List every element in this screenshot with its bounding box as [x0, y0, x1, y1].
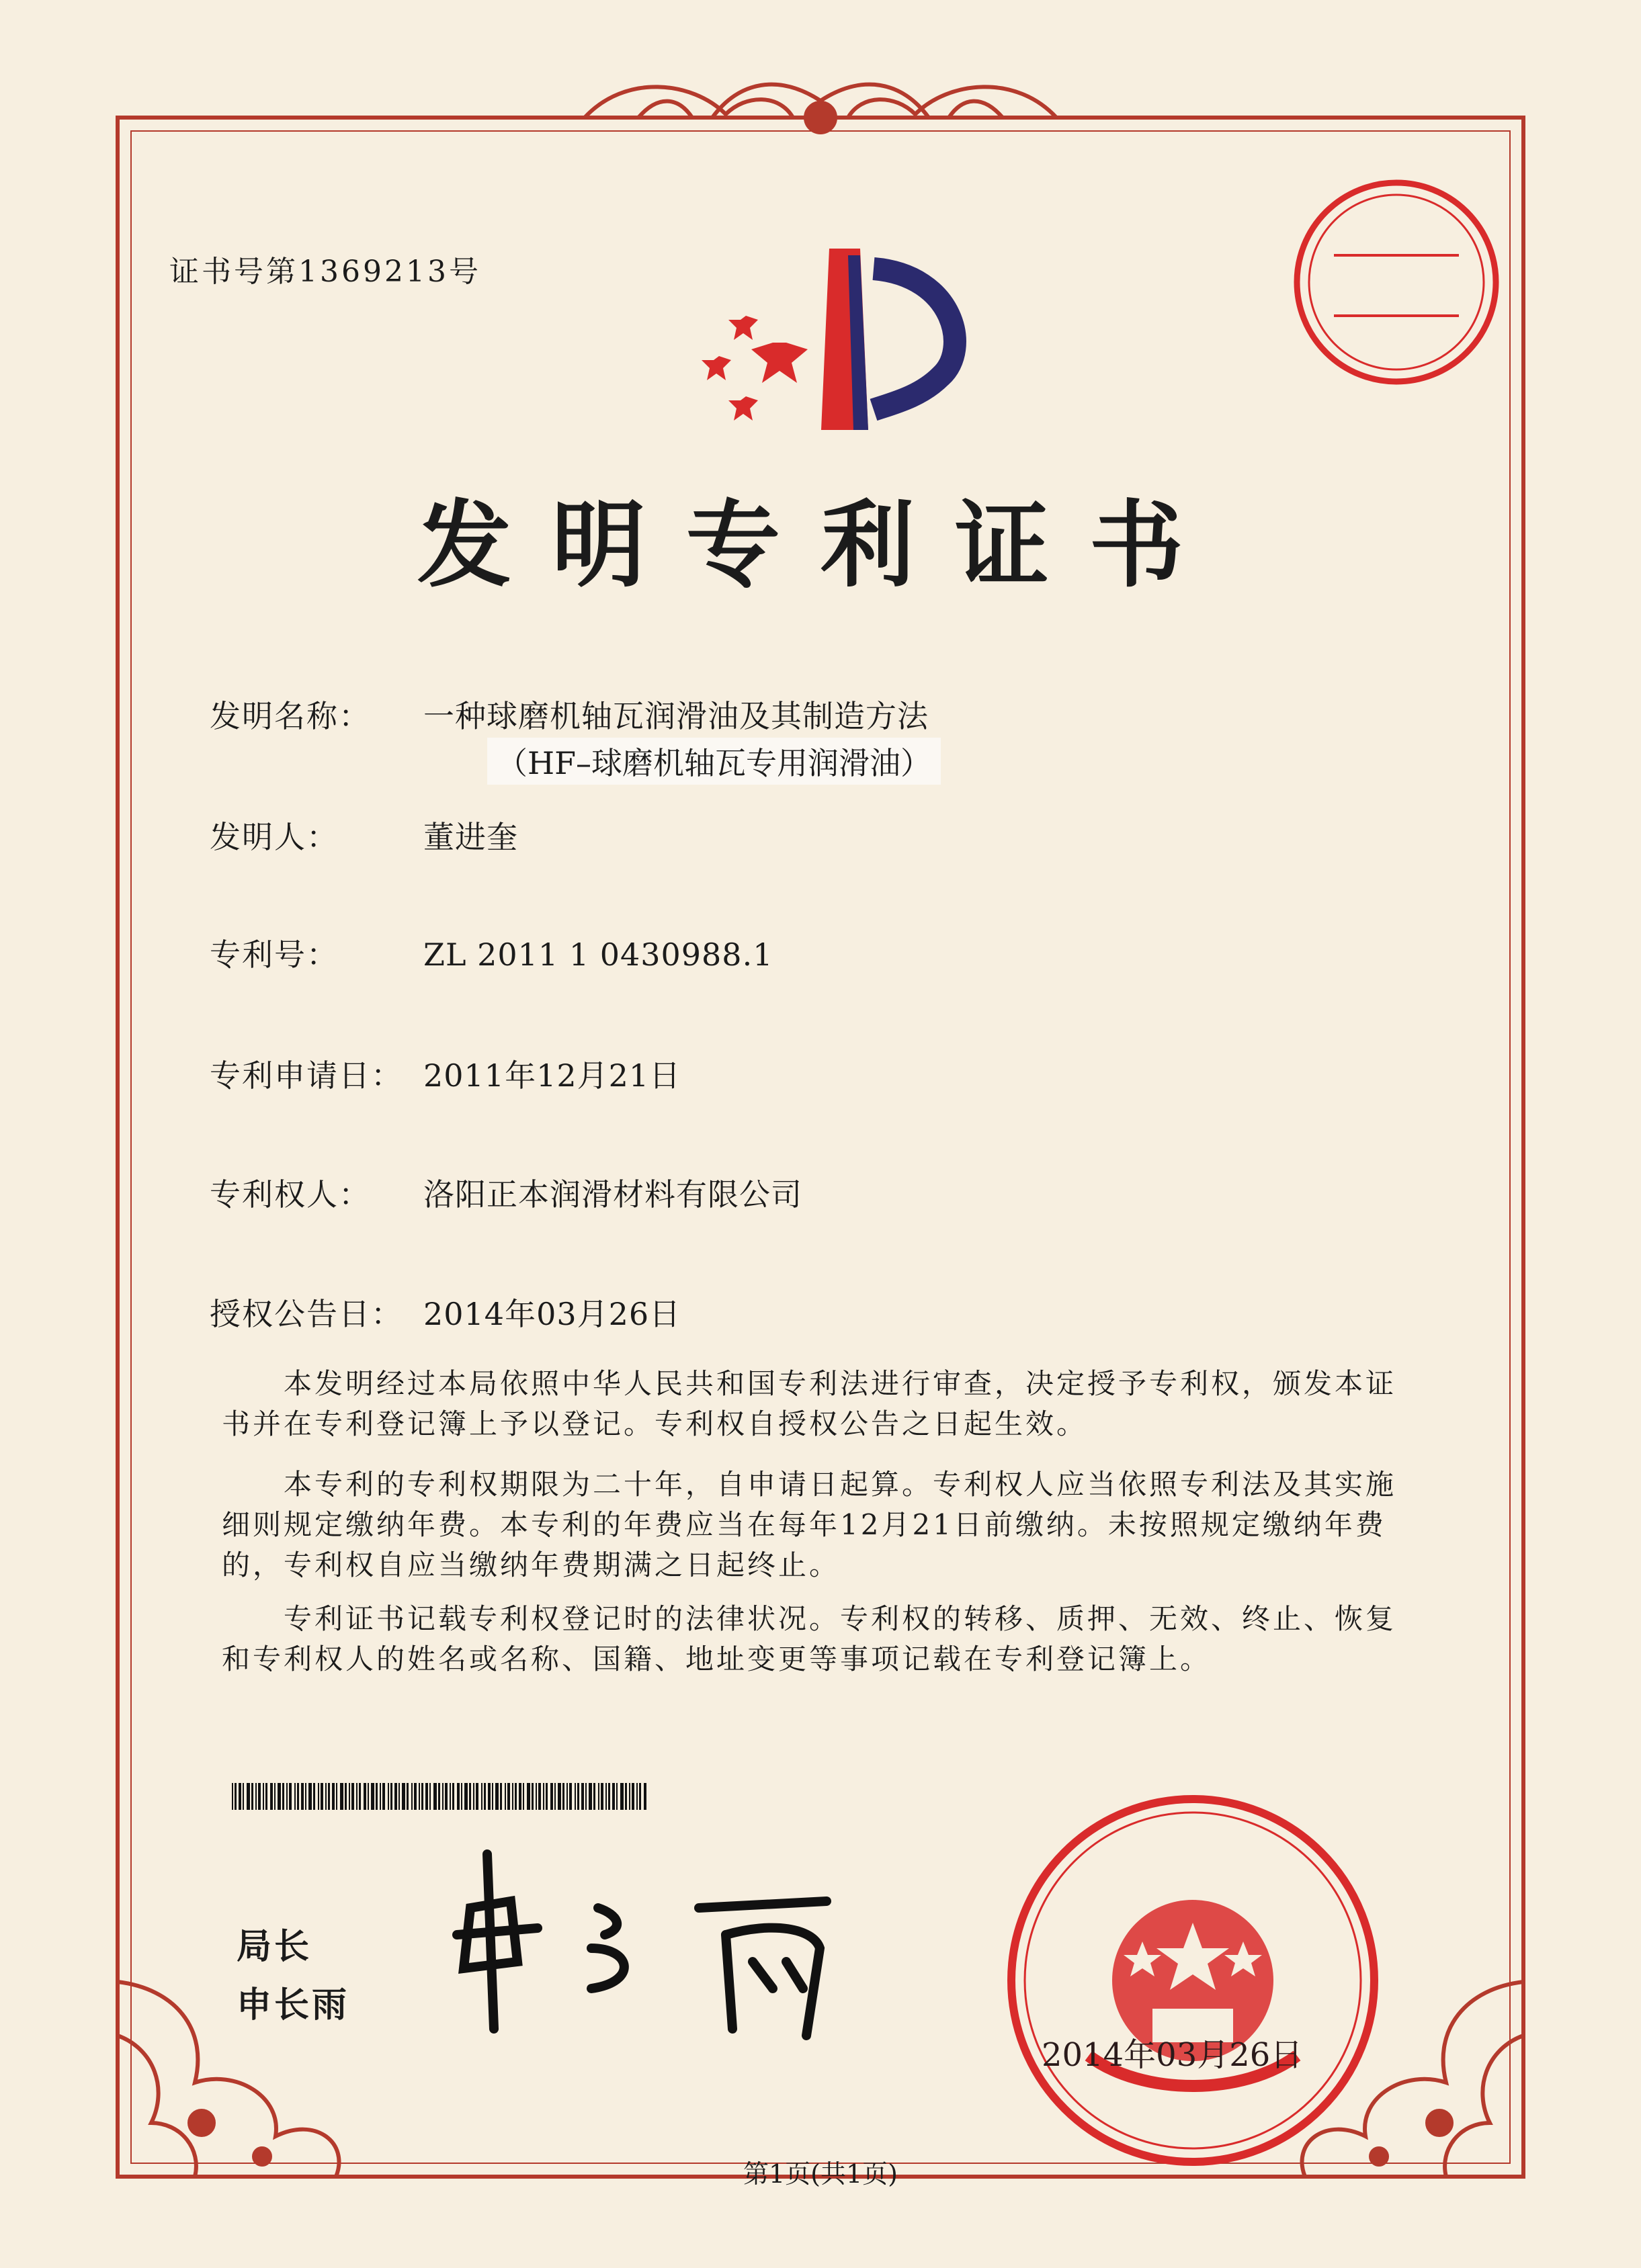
- barcode-bar: [243, 1783, 244, 1810]
- barcode-bar: [382, 1783, 385, 1810]
- barcode-bar: [507, 1783, 510, 1810]
- barcode-bar: [313, 1783, 315, 1810]
- patentee-label: 专利权人：: [210, 1176, 371, 1213]
- barcode-bar: [492, 1783, 493, 1810]
- page-title: 发明专利证书: [417, 491, 1224, 601]
- barcode-bar: [566, 1783, 568, 1810]
- barcode-bar: [411, 1783, 413, 1810]
- application-date-value: 2011年12月21日: [423, 1057, 681, 1094]
- barcode-bar: [325, 1783, 327, 1810]
- invention-name-label: 发明名称：: [210, 698, 371, 734]
- barcode-bar: [332, 1783, 335, 1810]
- patent-number-label: 专利号：: [210, 936, 339, 973]
- grant-date-row: [210, 1290, 681, 1334]
- barcode-bar: [481, 1783, 482, 1810]
- barcode-bar: [505, 1783, 506, 1810]
- barcode-bar: [577, 1783, 579, 1810]
- barcode-bar: [297, 1783, 299, 1810]
- barcode-bar: [301, 1783, 304, 1810]
- barcode-bar: [318, 1783, 319, 1810]
- barcode-bar: [371, 1783, 374, 1810]
- barcode-bar: [450, 1783, 451, 1810]
- barcode-bar: [452, 1783, 454, 1810]
- barcode-bar: [351, 1783, 354, 1810]
- patent-office-logo: [702, 249, 955, 430]
- barcode-bar: [457, 1783, 460, 1810]
- barcode-bar: [407, 1783, 409, 1810]
- barcode-bar: [380, 1783, 381, 1810]
- barcode-bar: [625, 1783, 627, 1810]
- barcode-bar: [340, 1783, 343, 1810]
- barcode-bar: [569, 1783, 572, 1810]
- barcode-bar: [598, 1783, 599, 1810]
- barcode-bar: [644, 1783, 646, 1810]
- barcode-bar: [500, 1783, 502, 1810]
- barcode-bar: [419, 1783, 420, 1810]
- barcode-bar: [585, 1783, 587, 1810]
- barcode-bar: [532, 1783, 534, 1810]
- barcode-bar: [263, 1783, 264, 1810]
- barcode-bar: [469, 1783, 471, 1810]
- barcode-bar: [356, 1783, 357, 1810]
- barcode-bar: [575, 1783, 576, 1810]
- barcode-bar: [359, 1783, 361, 1810]
- official-seal: [1011, 1799, 1374, 2162]
- barcode-bar: [495, 1783, 499, 1810]
- barcode-bar: [388, 1783, 389, 1810]
- seal-date: 2014年03月26日: [1042, 2036, 1303, 2074]
- barcode-bar: [550, 1783, 553, 1810]
- barcode-bar: [286, 1783, 288, 1810]
- barcode-bar: [554, 1783, 556, 1810]
- barcode-bar: [464, 1783, 468, 1810]
- director-signature: [457, 1854, 827, 2036]
- application-date-label: 专利申请日：: [210, 1057, 403, 1094]
- top-ornament: [585, 85, 1056, 132]
- barcode-bar: [394, 1783, 397, 1810]
- tax-stamp: [1297, 183, 1496, 382]
- barcode-bar: [639, 1783, 641, 1810]
- barcode-bar: [543, 1783, 544, 1810]
- barcode-bar: [414, 1783, 417, 1810]
- barcode-bar: [308, 1783, 312, 1810]
- barcode-bar: [255, 1783, 257, 1810]
- barcode-bar: [305, 1783, 306, 1810]
- barcode-bar: [476, 1783, 478, 1810]
- barcode-bar: [398, 1783, 400, 1810]
- patentee-value: 洛阳正本润滑材料有限公司: [423, 1176, 802, 1213]
- barcode-bar: [390, 1783, 392, 1810]
- barcode-bar: [349, 1783, 350, 1810]
- barcode-bar: [336, 1783, 337, 1810]
- barcode-bar: [232, 1783, 233, 1810]
- barcode-bar: [270, 1783, 273, 1810]
- barcode-bar: [512, 1783, 513, 1810]
- barcode-bar: [321, 1783, 323, 1810]
- director-title: 局长: [237, 1927, 312, 1967]
- barcode-bar: [429, 1783, 431, 1810]
- grant-date-value: 2014年03月26日: [423, 1296, 681, 1332]
- barcode-bar: [523, 1783, 524, 1810]
- barcode-bar: [328, 1783, 330, 1810]
- barcode-bar: [247, 1783, 250, 1810]
- barcode-bar: [538, 1783, 541, 1810]
- barcode-bar: [632, 1783, 634, 1810]
- barcode-bar: [488, 1783, 491, 1810]
- barcode-bar: [345, 1783, 347, 1810]
- barcode-bar: [558, 1783, 561, 1810]
- barcode-bar: [258, 1783, 261, 1810]
- invention-name-value: 一种球磨机轴瓦润滑油及其制造方法: [423, 698, 929, 734]
- barcode-bar: [421, 1783, 423, 1810]
- barcode-bar: [527, 1783, 530, 1810]
- barcode-bar: [581, 1783, 584, 1810]
- barcode-bar: [562, 1783, 564, 1810]
- barcode-bar: [616, 1783, 618, 1810]
- barcode-bar: [442, 1783, 444, 1810]
- barcode-bar: [620, 1783, 624, 1810]
- director-name: 申长雨: [237, 1985, 350, 2025]
- barcode-bar: [629, 1783, 630, 1810]
- invention-subname-value: （HF–球磨机轴瓦专用润滑油）: [487, 738, 941, 785]
- barcode-bar: [274, 1783, 276, 1810]
- bottom-right-ornament: [1302, 1982, 1523, 2177]
- invention-name-row: [210, 692, 929, 736]
- barcode-bar: [445, 1783, 448, 1810]
- body-paragraph-1: 本发明经过本局依照中华人民共和国专利法进行审查，决定授予专利权，颁发本证书并在专利登记簿上予以登记。专利权自授权公告之日起生效。: [222, 1367, 1397, 1440]
- grant-date-label: 授权公告日：: [210, 1296, 403, 1332]
- barcode-bar: [289, 1783, 292, 1810]
- barcode-bar: [278, 1783, 281, 1810]
- inventor-value: 董进奎: [423, 819, 518, 855]
- barcode-bar: [605, 1783, 607, 1810]
- barcode: [232, 1783, 648, 1810]
- barcode-bar: [608, 1783, 610, 1810]
- barcode-bar: [368, 1783, 369, 1810]
- page-footer: 第1页(共1页): [743, 2159, 898, 2189]
- barcode-bar: [376, 1783, 378, 1810]
- barcode-bar: [425, 1783, 428, 1810]
- barcode-bar: [433, 1783, 437, 1810]
- barcode-bar: [251, 1783, 253, 1810]
- inventor-row: [210, 813, 518, 857]
- barcode-bar: [519, 1783, 521, 1810]
- barcode-bar: [235, 1783, 237, 1810]
- barcode-bar: [402, 1783, 405, 1810]
- barcode-bar: [612, 1783, 615, 1810]
- barcode-bar: [515, 1783, 517, 1810]
- inventor-label: 发明人：: [210, 819, 339, 855]
- barcode-bar: [294, 1783, 296, 1810]
- barcode-bar: [589, 1783, 592, 1810]
- barcode-bar: [601, 1783, 603, 1810]
- patent-number-value: ZL 2011 1 0430988.1: [423, 936, 773, 973]
- barcode-bar: [593, 1783, 595, 1810]
- barcode-bar: [473, 1783, 474, 1810]
- barcode-bar: [239, 1783, 241, 1810]
- patentee-row: [210, 1170, 802, 1215]
- barcode-bar: [282, 1783, 284, 1810]
- barcode-bar: [536, 1783, 537, 1810]
- barcode-bar: [484, 1783, 486, 1810]
- certificate-number: 证书号第1369213号: [169, 255, 481, 289]
- body-paragraph-3: 专利证书记载专利权登记时的法律状况。专利权的转移、质押、无效、终止、恢复和专利权人的姓名或名称、国籍、地址变更等事项记载在专利登记簿上。: [222, 1602, 1397, 1675]
- barcode-bar: [364, 1783, 366, 1810]
- barcode-bar: [461, 1783, 462, 1810]
- application-date-row: [210, 1051, 681, 1096]
- barcode-bar: [265, 1783, 267, 1810]
- barcode-bar: [636, 1783, 638, 1810]
- body-paragraph-2: 本专利的专利权期限为二十年，自申请日起算。专利权人应当依照专利法及其实施细则规定缴纳年费。本专利的年费应当在每年12月21日前缴纳。未按照规定缴纳年费的，专利权自应当缴纳年费期满之日起终止。: [222, 1468, 1397, 1581]
- barcode-bar: [546, 1783, 548, 1810]
- patent-number-row: [210, 930, 773, 975]
- barcode-bar: [438, 1783, 440, 1810]
